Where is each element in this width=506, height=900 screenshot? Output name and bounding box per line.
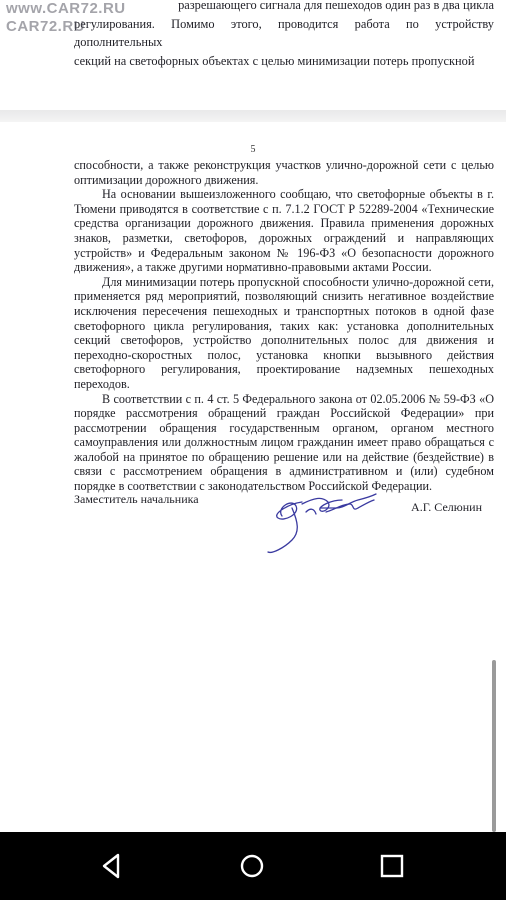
- signer-title: Заместитель начальника: [74, 492, 199, 506]
- watermark-line-1: www.CAR72.RU: [6, 0, 126, 17]
- previous-page-line-1: разрешающего сигнала для пешеходов один раз в два цикла: [178, 0, 494, 12]
- system-navigation-bar: [0, 832, 506, 900]
- paragraph-4: В соответствии с п. 4 ст. 5 Федерального закона от 02.05.2006 № 59-ФЗ «О порядке рассмотрения обращений граждан Российской Федерации» при рассмотрении обращения государственным органом, органом местного самоуправления или должностным лицом гражданин имеет право обращаться с жалобой на принятое по обращению решение или на действие (бездействие) в связи с рассмотрением обращения в административном и (или) судебном порядке в соответствии с законодательством Российской Федерации.: [74, 391, 494, 494]
- paragraph-3: Для минимизации потерь пропускной способности улично-дорожной сети, применяется ряд мероприятий, позволяющий снизить негативное воздействие исключения пересечения пешеходных и транспортных потоков в одной фазе светофорного цикла регулирования, таких как: установка дополнительных секций светофоров, устройство дополнительных полос для движения и переходно-скоростных полос, установка кнопки вызывного действия светофорного регулирования, проектирование надземных пешеходных переходов.: [74, 274, 494, 391]
- paragraph-1: способности, а также реконструкция участков улично-дорожной сети с целью оптимизации дорожного движения.: [74, 158, 494, 187]
- document-page: [0, 122, 506, 832]
- square-recent-apps-icon[interactable]: [376, 850, 408, 882]
- scrollbar-thumb[interactable]: [492, 660, 496, 832]
- previous-page-fragment: [0, 0, 506, 110]
- site-watermark: [6, 0, 126, 36]
- previous-page-text: [74, 0, 494, 70]
- triangle-back-icon[interactable]: [96, 850, 128, 882]
- watermark-line-2: CAR72.RU: [6, 18, 86, 35]
- page-separator: [0, 110, 506, 122]
- previous-page-line-2: регулирования. Помимо этого, проводится работа по устройству дополнительных: [74, 16, 494, 49]
- previous-page-line-3: секций на светофорных объектах с целью минимизации потерь пропускной: [74, 53, 475, 68]
- signer-name: А.Г. Селюнин: [411, 500, 482, 514]
- letter-body: [74, 158, 494, 494]
- handwritten-signature: [262, 478, 387, 558]
- paragraph-2: На основании вышеизложенного сообщаю, что светофорные объекты в г. Тюмени приводятся в соответствие с п. 7.1.2 ГОСТ Р 52289-2004 «Технические средства организации дорожного движения. Правила применения дорожных знаков, разметки, светофоров, дорожных ограждений и направляющих устройств» и Федеральным законом № 196-ФЗ «О безопасности дорожного движения», а также другими нормативно-правовыми актами России.: [74, 187, 494, 275]
- circle-home-icon[interactable]: [236, 850, 268, 882]
- page-number: 5: [250, 144, 256, 155]
